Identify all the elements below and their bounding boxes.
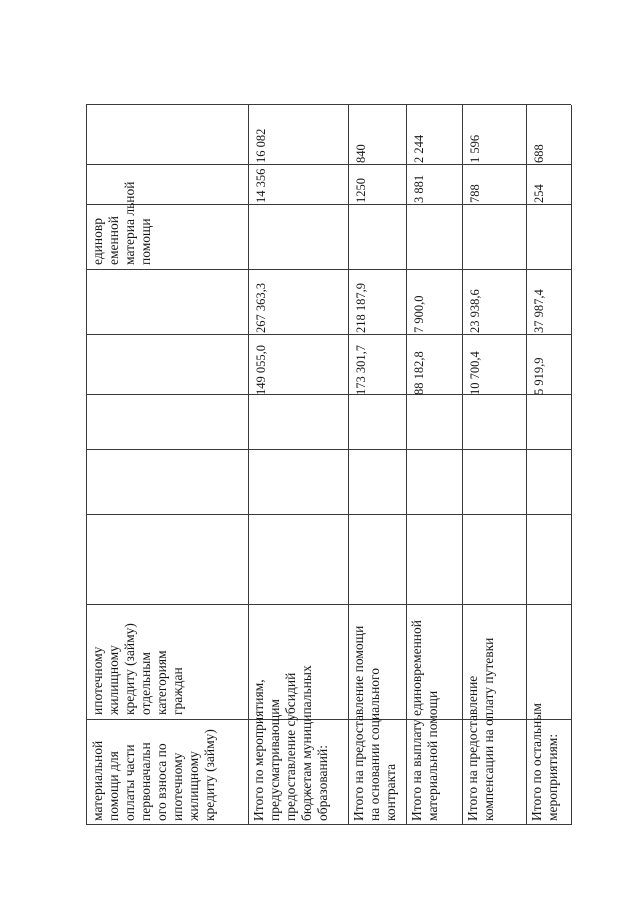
row-value-6: 267 363,3 [254,283,268,333]
header-col1-text: материальной помощи для оплаты части первоначальн ого взноса по ипотечному жилищному кредиту (займу) [90,729,217,821]
row-value-5: 173 301,7 [354,345,368,395]
row-label: Итого по мероприятиям, предусматривающим предоставление субсидий бюджетам муниципальных образований: [251,665,330,821]
row-value-5: 5 919,9 [532,357,546,395]
grid-line [86,269,571,270]
header-col7-text: единовр еменной материа льной помощи [90,181,153,265]
grid-line [571,105,572,825]
row-value-8: 3 881 [412,174,426,203]
rotated-table-wrapper [86,105,571,825]
header-col2-text: ипотечному жилищному кредиту (займу) отдельным категориям граждан [90,623,185,715]
row-value-5: 149 055,0 [254,345,268,395]
grid-line [462,105,463,825]
row-label: Итого на предоставление компенсации на оплату путевки [465,637,496,821]
row-value-6: 37 987,4 [532,289,546,333]
row-label: Итого на выплату единовременной материальной помощи [409,620,440,821]
row-value-9: 688 [532,144,546,163]
row-value-8: 14 356 [254,168,268,203]
row-value-8: 1250 [354,178,368,203]
grid-line [86,514,571,515]
grid-line [248,105,249,825]
grid-line [526,105,527,825]
row-label: Итого на предоставление помощи на основании социального контракта [351,625,398,821]
table-body [86,105,571,825]
grid-line [406,105,407,825]
row-value-9: 1 596 [468,134,482,163]
grid-line [86,449,571,450]
row-value-9: 2 244 [412,134,426,163]
row-value-8: 788 [468,184,482,203]
grid-line [86,105,87,825]
row-value-6: 218 187,9 [354,283,368,333]
grid-line [86,604,571,605]
grid-line [86,164,571,165]
row-value-6: 23 938,6 [468,289,482,333]
row-value-5: 10 700,4 [468,351,482,395]
grid-line [86,104,571,105]
row-value-5: 88 182,8 [412,351,426,395]
row-value-8: 254 [532,184,546,203]
row-value-9: 840 [354,144,368,163]
row-value-9: 16 082 [254,128,268,163]
grid-line [86,824,571,825]
grid-line [86,394,571,395]
row-value-6: 7 900,0 [412,295,426,333]
grid-line [86,334,571,335]
grid-line [348,105,349,825]
row-label: Итого по остальным мероприятиям: [529,703,560,821]
